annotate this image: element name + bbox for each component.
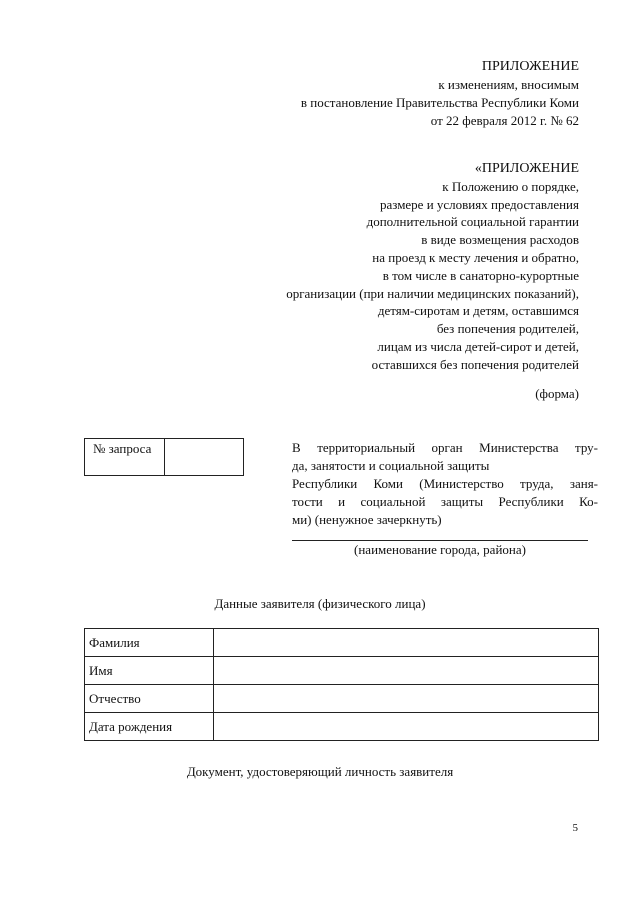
table-row bbox=[85, 685, 599, 713]
birth-date-field[interactable] bbox=[214, 713, 599, 741]
request-number-box bbox=[84, 438, 244, 476]
regulation-appendix-header bbox=[286, 160, 579, 374]
first-name-label: Имя bbox=[85, 657, 214, 685]
addressee-block bbox=[292, 439, 598, 529]
applicant-section-title: Данные заявителя (физического лица) bbox=[214, 596, 426, 611]
request-number-label: № запроса bbox=[85, 439, 165, 475]
regulation-appendix-line: оставшихся без попечения родителей bbox=[371, 356, 579, 372]
addressee-line: Республики Коми (Министерство труда, заня- bbox=[292, 476, 598, 491]
regulation-appendix-line: организации (при наличии медицинских показаний), bbox=[286, 285, 579, 301]
regulation-appendix-line: без попечения родителей, bbox=[436, 321, 579, 337]
addressee-line: ми) (ненужное зачеркнуть) bbox=[292, 512, 442, 527]
regulation-appendix-line: размере и условиях предоставления bbox=[379, 196, 579, 212]
appendix-title: ПРИЛОЖЕНИЕ bbox=[481, 59, 579, 74]
city-caption: (наименование города, района) bbox=[354, 542, 526, 557]
surname-label: Фамилия bbox=[85, 629, 214, 657]
table-row bbox=[85, 713, 599, 741]
regulation-appendix-title: «ПРИЛОЖЕНИЕ bbox=[474, 161, 579, 176]
surname-field[interactable] bbox=[214, 629, 599, 657]
addressee-line: В территориальный орган Министерства тру- bbox=[292, 440, 598, 455]
regulation-appendix-line: дополнительной социальной гарантии bbox=[366, 214, 579, 230]
regulation-appendix-line: лицам из числа детей-сирот и детей, bbox=[377, 338, 579, 354]
first-name-field[interactable] bbox=[214, 657, 599, 685]
regulation-appendix-line: в виде возмещения расходов bbox=[421, 232, 579, 248]
city-input-line[interactable] bbox=[292, 540, 588, 541]
request-number-field[interactable] bbox=[165, 439, 243, 475]
regulation-appendix-line: детям-сиротам и детям, оставшимся bbox=[377, 303, 579, 319]
patronymic-field[interactable] bbox=[214, 685, 599, 713]
identity-document-section-title: Документ, удостоверяющий личность заявителя bbox=[186, 764, 454, 779]
page-number: 5 bbox=[572, 822, 578, 834]
regulation-appendix-line: на проезд к месту лечения и обратно, bbox=[372, 249, 579, 265]
appendix-line: от 22 февраля 2012 г. № 62 bbox=[430, 113, 579, 128]
form-label: (форма) bbox=[535, 386, 579, 401]
appendix-line: к изменениям, вносимым bbox=[438, 77, 579, 92]
appendix-header bbox=[301, 58, 579, 130]
birth-date-label: Дата рождения bbox=[85, 713, 214, 741]
appendix-line: в постановление Правительства Республики Коми bbox=[300, 95, 579, 110]
table-row bbox=[85, 657, 599, 685]
addressee-line: да, занятости и социальной защиты bbox=[292, 458, 490, 473]
addressee-line: тости и социальной защиты Республики Ко- bbox=[292, 494, 598, 509]
regulation-appendix-line: в том числе в санаторно-курортные bbox=[382, 267, 579, 283]
patronymic-label: Отчество bbox=[85, 685, 214, 713]
regulation-appendix-line: к Положению о порядке, bbox=[442, 178, 579, 194]
table-row bbox=[85, 629, 599, 657]
applicant-data-table bbox=[84, 628, 599, 741]
